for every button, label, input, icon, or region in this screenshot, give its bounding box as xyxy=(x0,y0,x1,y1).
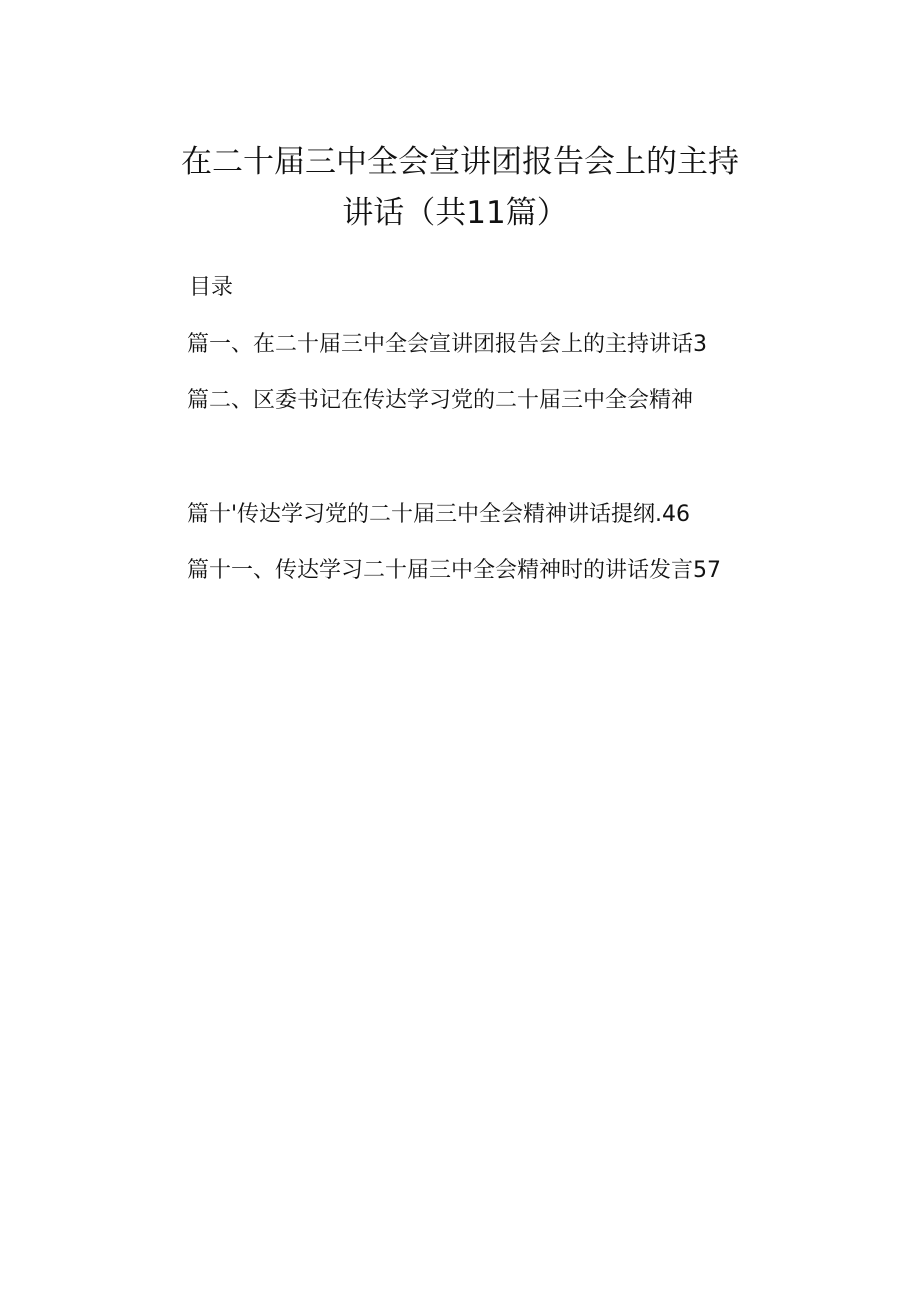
toc-entry[interactable]: 篇二、区委书记在传达学习党的二十届三中全会精神 xyxy=(187,388,694,413)
document-title-line-1: 在二十届三中全会宣讲团报告会上的主持 xyxy=(181,144,739,180)
toc-entry[interactable]: 篇十'传达学习党的二十届三中全会精神讲话提纲.46 xyxy=(187,502,691,527)
toc-entry[interactable]: 篇十一、传达学习二十届三中全会精神时的讲话发言57 xyxy=(187,558,721,583)
document-title-line-2: 讲话（共11篇） xyxy=(342,195,568,231)
toc-entry[interactable]: 篇一、在二十届三中全会宣讲团报告会上的主持讲话3 xyxy=(187,332,707,357)
toc-heading: 目录 xyxy=(189,275,234,300)
